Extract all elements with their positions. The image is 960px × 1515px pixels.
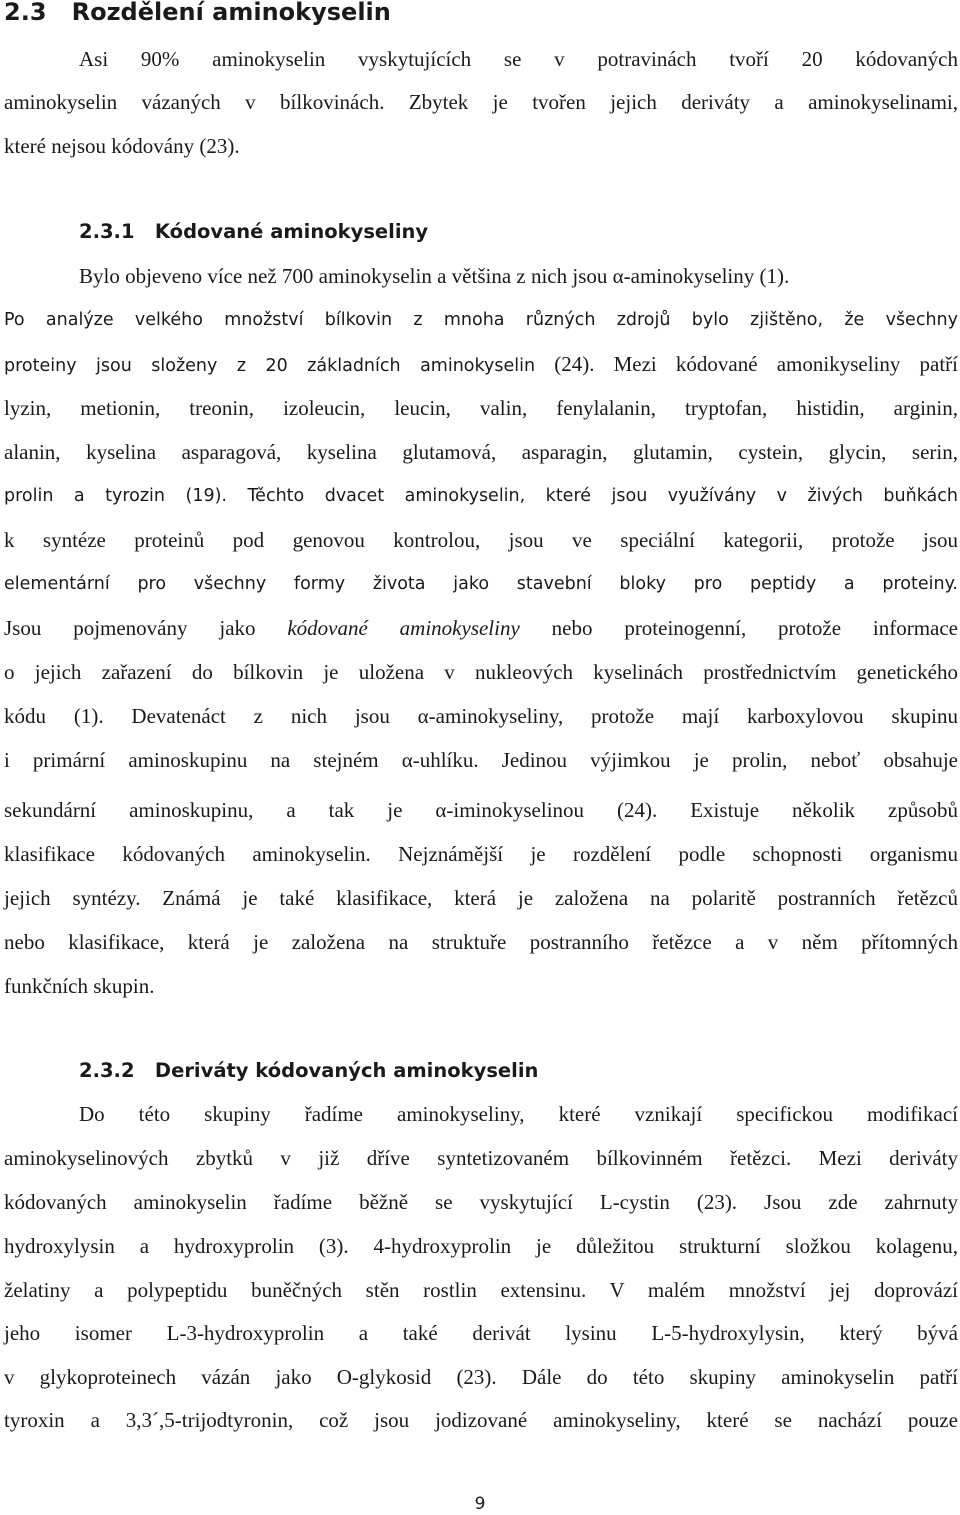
paragraph-line: Po analýze velkého množství bílkovin z mnoha různých zdrojů bylo zjištěno, že všechny: [4, 310, 958, 330]
section-title: Rozdělení aminokyselin: [71, 0, 391, 26]
text-run: Jsou pojmenovány jako: [4, 616, 288, 640]
section-heading: [4, 0, 391, 30]
paragraph-line: aminokyselinových zbytků v již dříve syntetizovaném bílkovinném řetězci. Mezi deriváty: [4, 1146, 958, 1170]
paragraph-line: [4, 481, 958, 511]
paragraph-line: želatiny a polypeptidu buněčných stěn rostlin extensinu. V malém množství jej doprovází: [4, 1278, 958, 1302]
paragraph-line: jeho isomer L-3-hydroxyprolin a také derivát lysinu L-5-hydroxylysin, který bývá: [4, 1321, 958, 1345]
intro-line: aminokyselin vázaných v bílkovinách. Zbytek je tvořen jejich deriváty a aminokyselinami,: [4, 90, 958, 114]
text-run: proteiny jsou složeny z 20 základních aminokyselin: [4, 356, 536, 376]
paragraph-line: kódu (1). Devatenáct z nich jsou α-aminokyseliny, protože mají karboxylovou skupinu: [4, 704, 958, 728]
intro-line: Asi 90% aminokyselin vyskytujících se v potravinách tvoří 20 kódovaných: [79, 47, 958, 71]
paragraph-line: funkčních skupin.: [4, 974, 155, 998]
subsection-title: Kódované aminokyseliny: [154, 220, 429, 243]
paragraph-line: alanin, kyselina asparagová, kyselina glutamová, asparagin, glutamin, cystein, glycin, serin,: [4, 440, 958, 464]
paragraph-line: Bylo objeveno více než 700 aminokyselin a většina z nich jsou α-aminokyseliny (1).: [79, 264, 790, 288]
section-number: 2.3: [4, 0, 47, 26]
text-run: prolin a tyrozin (19).: [4, 486, 227, 506]
subsection-number: 2.3.1: [79, 220, 135, 243]
paragraph-line: sekundární aminoskupinu, a tak je α-iminokyselinou (24). Existuje několik způsobů: [4, 798, 958, 822]
paragraph-line: jejich syntézy. Známá je také klasifikace, která je založena na polaritě postranních řetězců: [4, 886, 958, 910]
subsection-heading: [79, 218, 428, 246]
paragraph-line: k syntéze proteinů pod genovou kontrolou, jsou ve speciální kategorii, protože jsou: [4, 528, 958, 552]
subsection-title: Deriváty kódovaných aminokyselin: [154, 1059, 539, 1082]
paragraph-line: nebo klasifikace, která je založena na struktuře postranního řetězce a v něm přítomných: [4, 930, 958, 954]
text-run: (24). Mezi kódované amonikyseliny patří: [535, 352, 958, 376]
paragraph-line: hydroxylysin a hydroxyprolin (3). 4-hydroxyprolin je důležitou strukturní složkou kolagenu,: [4, 1234, 958, 1258]
italic-term: kódované aminokyseliny: [287, 616, 520, 640]
paragraph-line: v glykoproteinech vázán jako O-glykosid (23). Dále do této skupiny aminokyselin patří: [4, 1365, 958, 1389]
paragraph-line: [4, 613, 958, 643]
text-run: nebo proteinogenní, protože informace: [519, 616, 958, 640]
page-number: 9: [474, 1494, 486, 1514]
paragraph-line: lyzin, metionin, treonin, izoleucin, leucin, valin, fenylalanin, tryptofan, histidin, arginin,: [4, 396, 958, 420]
subsection-number: 2.3.2: [79, 1059, 135, 1082]
subsection-heading: [79, 1057, 538, 1085]
paragraph-line: kódovaných aminokyselin řadíme běžně se vyskytující L-cystin (23). Jsou zde zahrnuty: [4, 1190, 958, 1214]
paragraph-line: tyroxin a 3,3´,5-trijodtyronin, což jsou jodizované aminokyseliny, které se nachází pouze: [4, 1408, 958, 1432]
paragraph-line: [4, 349, 958, 381]
text-run: Těchto dvacet aminokyselin, které jsou využívány v živých buňkách: [226, 486, 958, 506]
paragraph-line: elementární pro všechny formy života jako stavební bloky pro peptidy a proteiny.: [4, 574, 958, 594]
intro-line: které nejsou kódovány (23).: [4, 134, 240, 158]
paragraph-line: Do této skupiny řadíme aminokyseliny, které vznikají specifickou modifikací: [79, 1102, 958, 1126]
paragraph-line: klasifikace kódovaných aminokyselin. Nejznámější je rozdělení podle schopnosti organismu: [4, 842, 958, 866]
paragraph-line: i primární aminoskupinu na stejném α-uhlíku. Jedinou výjimkou je prolin, neboť obsahuje: [4, 748, 958, 772]
paragraph-line: o jejich zařazení do bílkovin je uložena v nukleových kyselinách prostřednictvím genetického: [4, 660, 958, 684]
